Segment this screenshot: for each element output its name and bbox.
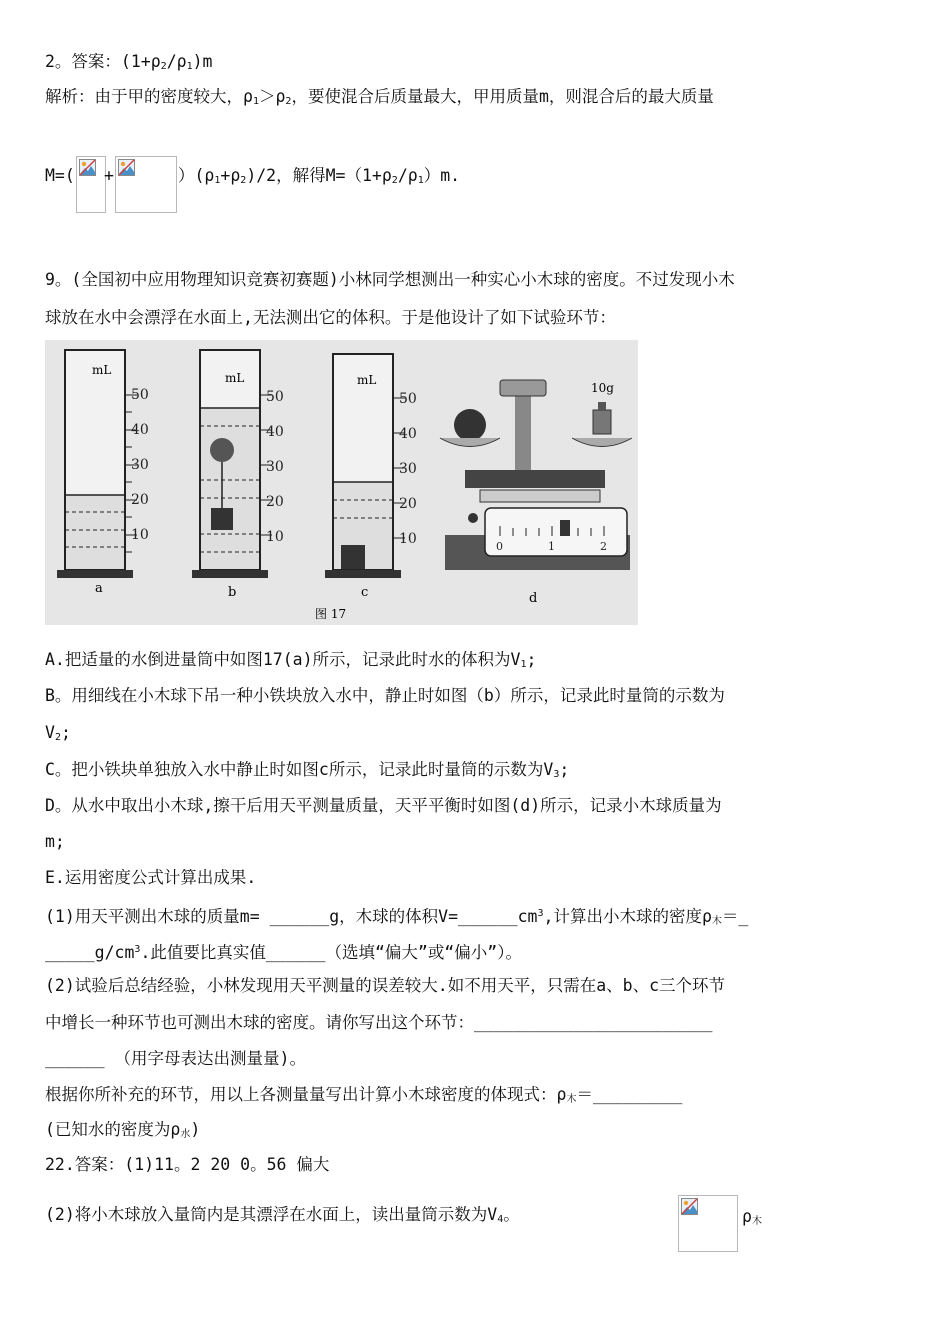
tick-10-a: 10: [131, 527, 149, 543]
step-a: A.把适量的水倒进量筒中如图17(a)所示，记录此时水的体积为$V_1$;: [45, 650, 537, 670]
unit-label-b: mL: [225, 371, 245, 385]
label-c: c: [361, 585, 369, 600]
part2-line2: 中增长一种环节也可测出木球的密度。请你写出这个环节：________________________: [45, 1013, 713, 1032]
answer22-rho: $\rho_木$: [742, 1207, 762, 1227]
tick-30-a: 30: [131, 457, 149, 473]
broken-image-1: [76, 156, 106, 213]
q9-line2: 球放在水中会漂浮在水面上,无法测出它的体积。于是他设计了如下试验环节：: [45, 308, 616, 327]
tick-20-c: 20: [399, 496, 417, 512]
part2-line4: 根据你所补充的环节，用以上各测量量写出计算小木球密度的体现式：$\rho_木=\_\_\_\_\_\_\_\_\_$: [45, 1085, 683, 1105]
step-d-line1: D。从水中取出小木球,擦干后用天平测量质量，天平平衡时如图(d)所示，记录小木球质量为: [45, 796, 722, 815]
q9-line1: 9。(全国初中应用物理知识竞赛初赛题)小林同学想测出一种实心小木球的密度。不过发现小木: [45, 270, 735, 289]
cylinder-b: [192, 350, 284, 600]
broken-image-icon: [681, 1198, 698, 1215]
cylinder-a: [57, 350, 149, 596]
answer2-formula: M=(: [45, 166, 75, 185]
step-d-line2: m;: [45, 832, 65, 851]
part1-line1: (1)用天平测出木球的质量m= ______g，木球的体积$V=\_\_\_\_\_\_cm^3$,计算出小木球的密度$\rho_木=\_$: [45, 907, 749, 927]
weight-label: 10g: [591, 381, 614, 395]
tick-30-c: 30: [399, 461, 417, 477]
tick-30-b: 30: [266, 459, 284, 475]
answer22-line1: 22.答案：(1)11。2 20 0。56 偏大: [45, 1155, 330, 1174]
label-a: a: [95, 581, 103, 596]
balance-d: [440, 380, 632, 606]
step-b-line2: $V_2$;: [45, 723, 71, 743]
part2-line1: (2)试验后总结经验，小林发现用天平测量的误差较大.如不用天平，只需在a、b、c三个环节: [45, 976, 726, 995]
tick-20-b: 20: [266, 494, 284, 510]
part2-line5: (已知水的密度为$\rho_水$): [45, 1120, 201, 1140]
unit-label-a: mL: [92, 363, 112, 377]
answer22-line2: (2)将小木球放入量筒内是其漂浮在水面上，读出量筒示数为$V_4$。: [45, 1205, 520, 1225]
broken-image-icon: [79, 159, 96, 176]
scale-0: 0: [496, 540, 503, 553]
figure-caption: 图 17: [315, 607, 347, 621]
label-d: d: [529, 591, 538, 606]
broken-image-2: [115, 156, 177, 213]
step-c: C。把小铁块单独放入水中静止时如图c所示，记录此时量筒的示数为$V_3$;: [45, 760, 570, 780]
tick-10-c: 10: [399, 531, 417, 547]
tick-50-b: 50: [266, 389, 284, 405]
scale-1: 1: [548, 540, 555, 553]
part1-line2: $\_\_\_\_\_g/cm^3$.此值要比真实值______（选填“偏大”或“偏小”）。: [45, 943, 522, 962]
tick-40-c: 40: [399, 426, 417, 442]
answer2-analysis: 解析：由于甲的密度较大，$\rho_1>\rho_2$，要使混合后质量最大，甲用质量m，则混合后的最大质量: [45, 87, 714, 107]
scale-2: 2: [600, 540, 607, 553]
tick-20-a: 20: [131, 492, 149, 508]
broken-image-3: [678, 1195, 738, 1252]
formula-plus: +: [104, 166, 114, 185]
tick-50-a: 50: [131, 387, 149, 403]
tick-10-b: 10: [266, 529, 284, 545]
label-b: b: [228, 585, 237, 600]
answer2-title: 2。答案：$(1+\rho_2/\rho_1)m$: [45, 52, 213, 72]
tick-40-a: 40: [131, 422, 149, 438]
answer2-formula-rest: ）$(\rho_1+\rho_2)/2$，解得$M=(1+\rho_2/\rho_1)m$.: [178, 166, 461, 186]
step-e: E.运用密度公式计算出成果.: [45, 868, 257, 887]
part2-line3: ______ （用字母表达出测量量)。: [45, 1049, 306, 1068]
broken-image-icon: [118, 159, 135, 176]
tick-40-b: 40: [266, 424, 284, 440]
cylinder-c: [325, 354, 417, 600]
step-b-line1: B。用细线在小木球下吊一种小铁块放入水中，静止时如图（b）所示，记录此时量筒的示数为: [45, 686, 725, 705]
tick-50-c: 50: [399, 391, 417, 407]
unit-label-c: mL: [357, 373, 377, 387]
figure-17: [45, 340, 638, 625]
